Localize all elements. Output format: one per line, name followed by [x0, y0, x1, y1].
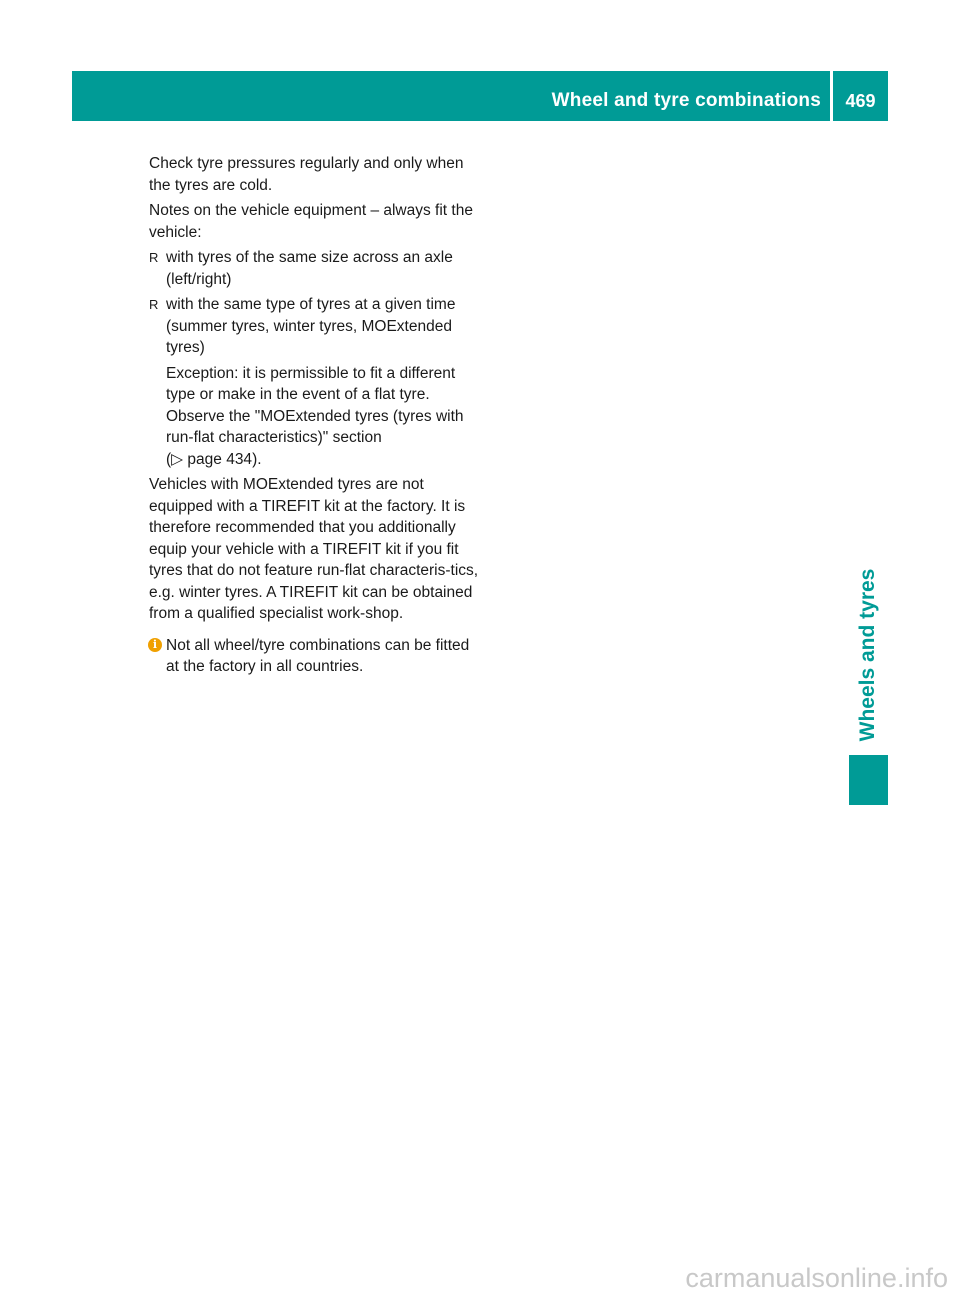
side-chapter-label: Wheels and tyres — [856, 568, 879, 742]
bullet-mark: R — [149, 297, 159, 312]
paragraph-equipment-notes: Notes on the vehicle equipment – always fit the vehicle: — [149, 202, 473, 241]
watermark: carmanualsonline.info — [685, 1263, 948, 1293]
page-number: 469 — [845, 91, 876, 111]
bullet-item — [149, 247, 483, 290]
header-bar — [72, 71, 888, 121]
section-title: Wheel and tyre combinations — [551, 90, 821, 111]
bullet-text: with tyres of the same size across an axle (left/right) — [166, 249, 453, 288]
paragraph-tirefit: Vehicles with MOExtended tyres are not equipped with a TIREFIT kit at the factory. It is therefore recommended that you additionally equip your vehicle with a TIREFIT kit if you fit tyres that do not feature run-flat characteris-tics, e.g. winter tyres. A TIREFIT kit can be obtained from a qualified specialist work-shop. — [149, 476, 479, 622]
side-chapter-tab — [849, 755, 888, 805]
bullet-mark: R — [149, 250, 159, 265]
info-note — [149, 635, 483, 678]
main-content — [149, 153, 483, 678]
exception-text: Exception: it is permissible to fit a different type or make in the event of a flat tyre. Observe the "MOExtended tyres (tyres with run-flat characteristics)" section — [166, 364, 464, 446]
note-text: Not all wheel/tyre combinations can be fitted at the factory in all countries. — [166, 636, 470, 675]
exception-paragraph: Exception: it is permissible to fit a different type or make in the event of a flat tyre. Observe the "MOExtended tyres (tyres with run-flat characteristics)" section (▷ page 434). — [166, 364, 464, 468]
page-ref-arrow-icon: ▷ — [171, 450, 184, 468]
bullet-item — [149, 294, 483, 359]
bullet-text: with the same type of tyres at a given time (summer tyres, winter tyres, MOExtended tyres) — [166, 296, 456, 356]
page-reference-link[interactable]: page 434 — [187, 450, 253, 468]
info-icon: i — [148, 638, 162, 652]
paragraph-tyre-pressure: Check tyre pressures regularly and only when the tyres are cold. — [149, 155, 464, 194]
